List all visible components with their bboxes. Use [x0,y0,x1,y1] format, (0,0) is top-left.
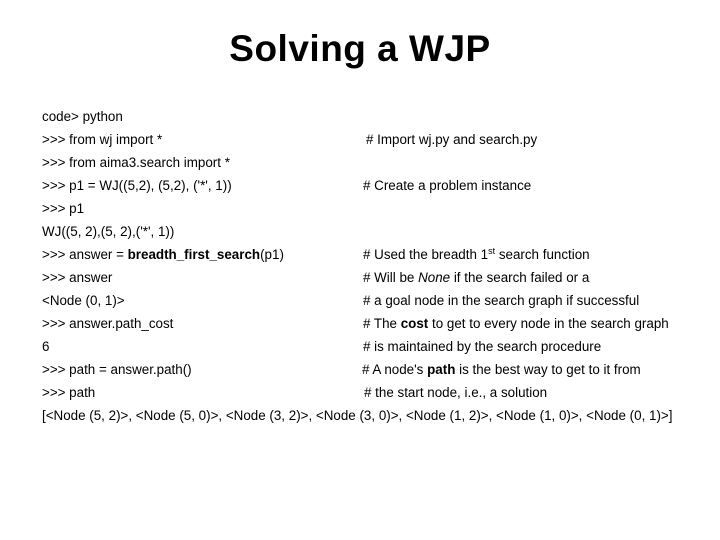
slide-title: Solving a WJP [229,28,491,69]
code-text [42,243,284,266]
code-comment [363,266,589,289]
code-text: >>> from aima3.search import * [42,155,230,170]
code-function-name: breadth_first_search [127,247,261,262]
code-comment [363,243,590,266]
code-text: >>> path = answer.path() [42,362,192,377]
code-line [42,220,702,243]
comment-segment: to get to every node in the search graph [428,316,669,331]
code-line [42,128,702,151]
code-line [42,381,702,404]
code-line [42,312,702,335]
code-line [42,243,702,266]
code-comment: # Import wj.py and search.py [366,132,538,147]
code-text: >>> path [42,385,96,400]
code-line [42,105,702,128]
comment-segment: # The [363,316,401,331]
code-block [42,105,702,427]
code-comment: # is maintained by the search procedure [363,339,602,354]
code-text: >>> from wj import * [42,132,163,147]
code-text: >>> answer [42,270,113,285]
code-text: <Node (0, 1)> [42,293,125,308]
result-output: [<Node (5, 2)>, <Node (5, 0)>, <Node (3, 2)>, <Node (3, 0)>, <Node (1, 2)>, <Node (1, 0)>, <Node (0, 1)>] [42,408,673,423]
code-comment [363,312,669,335]
code-comment: # Create a problem instance [363,178,532,193]
code-segment: (p1) [260,247,284,262]
code-comment: # the start node, i.e., a solution [364,385,548,400]
code-text: >>> answer.path_cost [42,316,174,331]
code-text: code> python [42,109,123,124]
code-line [42,289,702,312]
comment-segment: if the search failed or a [450,270,590,285]
comment-emphasis: None [418,270,451,285]
comment-segment: is the best way to get to it from [455,362,641,377]
code-line [42,174,702,197]
code-text: WJ((5, 2),(5, 2),('*', 1)) [42,224,175,239]
code-line [42,151,702,174]
code-segment: >>> answer = [42,247,128,262]
code-line [42,266,702,289]
comment-segment: # Will be [363,270,419,285]
comment-superscript: st [488,246,496,256]
code-line [42,358,702,381]
comment-strong: path [427,362,456,377]
comment-segment: # Used the breadth 1 [363,247,489,262]
comment-strong: cost [400,316,429,331]
code-line [42,197,702,220]
code-comment [362,358,641,381]
code-text: >>> p1 [42,201,85,216]
comment-segment: search function [495,247,590,262]
comment-segment: # A node's [362,362,428,377]
code-text: >>> p1 = WJ((5,2), (5,2), ('*', 1)) [42,178,232,193]
code-line [42,335,702,358]
code-comment: # a goal node in the search graph if successful [363,293,640,308]
code-text: 6 [42,339,50,354]
